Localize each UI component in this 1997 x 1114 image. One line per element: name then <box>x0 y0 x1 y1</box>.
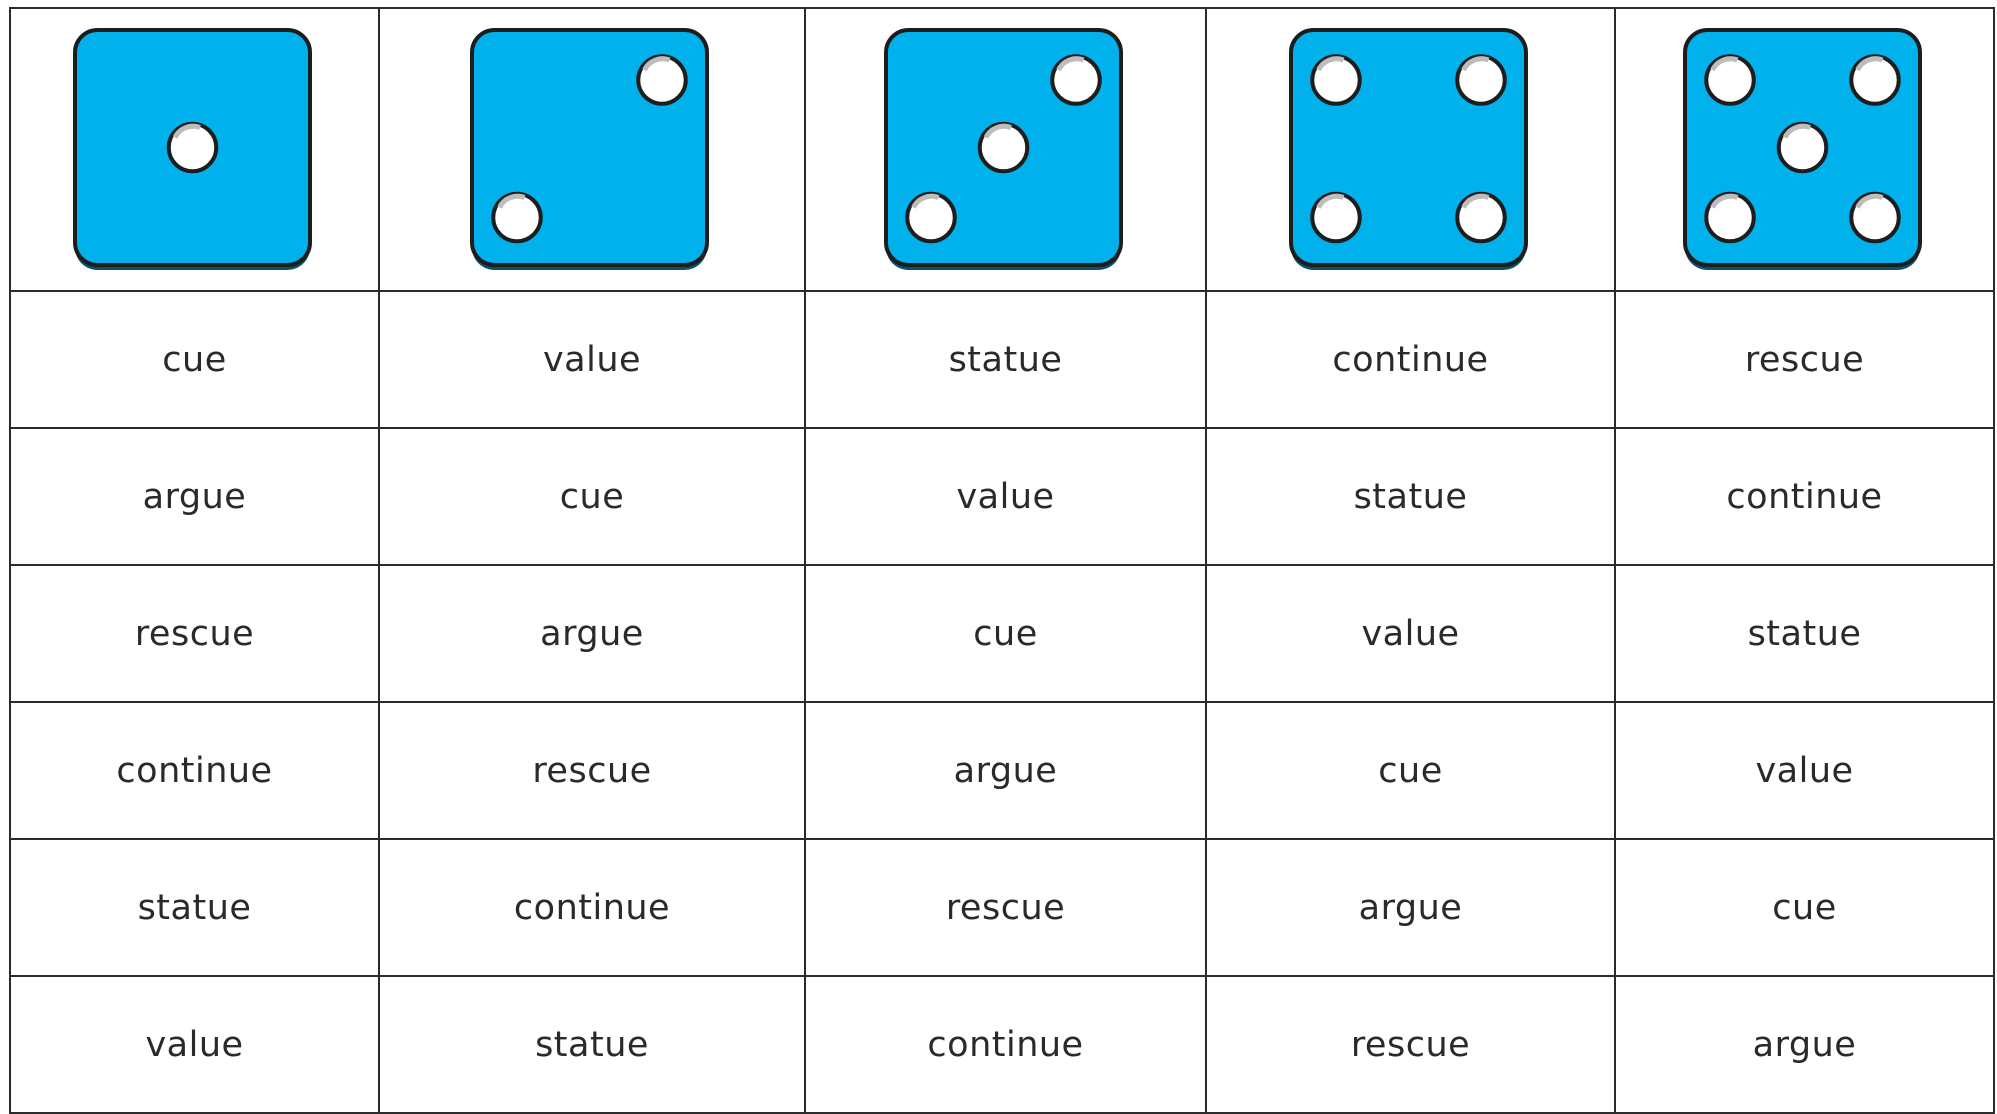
word-cell: cue <box>805 565 1206 702</box>
word-row-3 <box>10 565 1994 702</box>
word-cell: continue <box>805 976 1206 1113</box>
word-cell: value <box>1615 702 1994 839</box>
word-cell: statue <box>805 291 1206 428</box>
word-row-1 <box>10 291 1994 428</box>
word-cell: statue <box>1615 565 1994 702</box>
die-face-two-icon <box>467 25 717 275</box>
word-cell: continue <box>1615 428 1994 565</box>
word-cell: statue <box>379 976 805 1113</box>
word-row-6 <box>10 976 1994 1113</box>
word-cell: value <box>10 976 379 1113</box>
word-cell: value <box>1206 565 1615 702</box>
die-cell-two <box>379 8 805 291</box>
die-cell-five <box>1615 8 1994 291</box>
die-face-three-icon <box>881 25 1131 275</box>
die-cell-one <box>10 8 379 291</box>
word-cell: argue <box>10 428 379 565</box>
die-face-five-icon <box>1680 25 1930 275</box>
word-cell: continue <box>1206 291 1615 428</box>
word-cell: rescue <box>1615 291 1994 428</box>
word-row-2 <box>10 428 1994 565</box>
die-face-four-icon <box>1286 25 1536 275</box>
word-cell: cue <box>10 291 379 428</box>
word-cell: cue <box>1206 702 1615 839</box>
word-cell: argue <box>1206 839 1615 976</box>
die-face-one-icon <box>70 25 320 275</box>
dice-header-row <box>10 8 1994 291</box>
word-cell: cue <box>1615 839 1994 976</box>
word-row-4 <box>10 702 1994 839</box>
word-cell: argue <box>379 565 805 702</box>
word-cell: statue <box>1206 428 1615 565</box>
word-cell: cue <box>379 428 805 565</box>
word-cell: continue <box>10 702 379 839</box>
word-cell: rescue <box>805 839 1206 976</box>
word-cell: rescue <box>10 565 379 702</box>
word-cell: rescue <box>379 702 805 839</box>
word-row-5 <box>10 839 1994 976</box>
die-cell-three <box>805 8 1206 291</box>
word-cell: rescue <box>1206 976 1615 1113</box>
dice-word-grid <box>9 7 1995 1114</box>
word-cell: argue <box>1615 976 1994 1113</box>
word-cell: continue <box>379 839 805 976</box>
word-cell: value <box>379 291 805 428</box>
die-cell-four <box>1206 8 1615 291</box>
word-cell: argue <box>805 702 1206 839</box>
word-cell: value <box>805 428 1206 565</box>
word-cell: statue <box>10 839 379 976</box>
